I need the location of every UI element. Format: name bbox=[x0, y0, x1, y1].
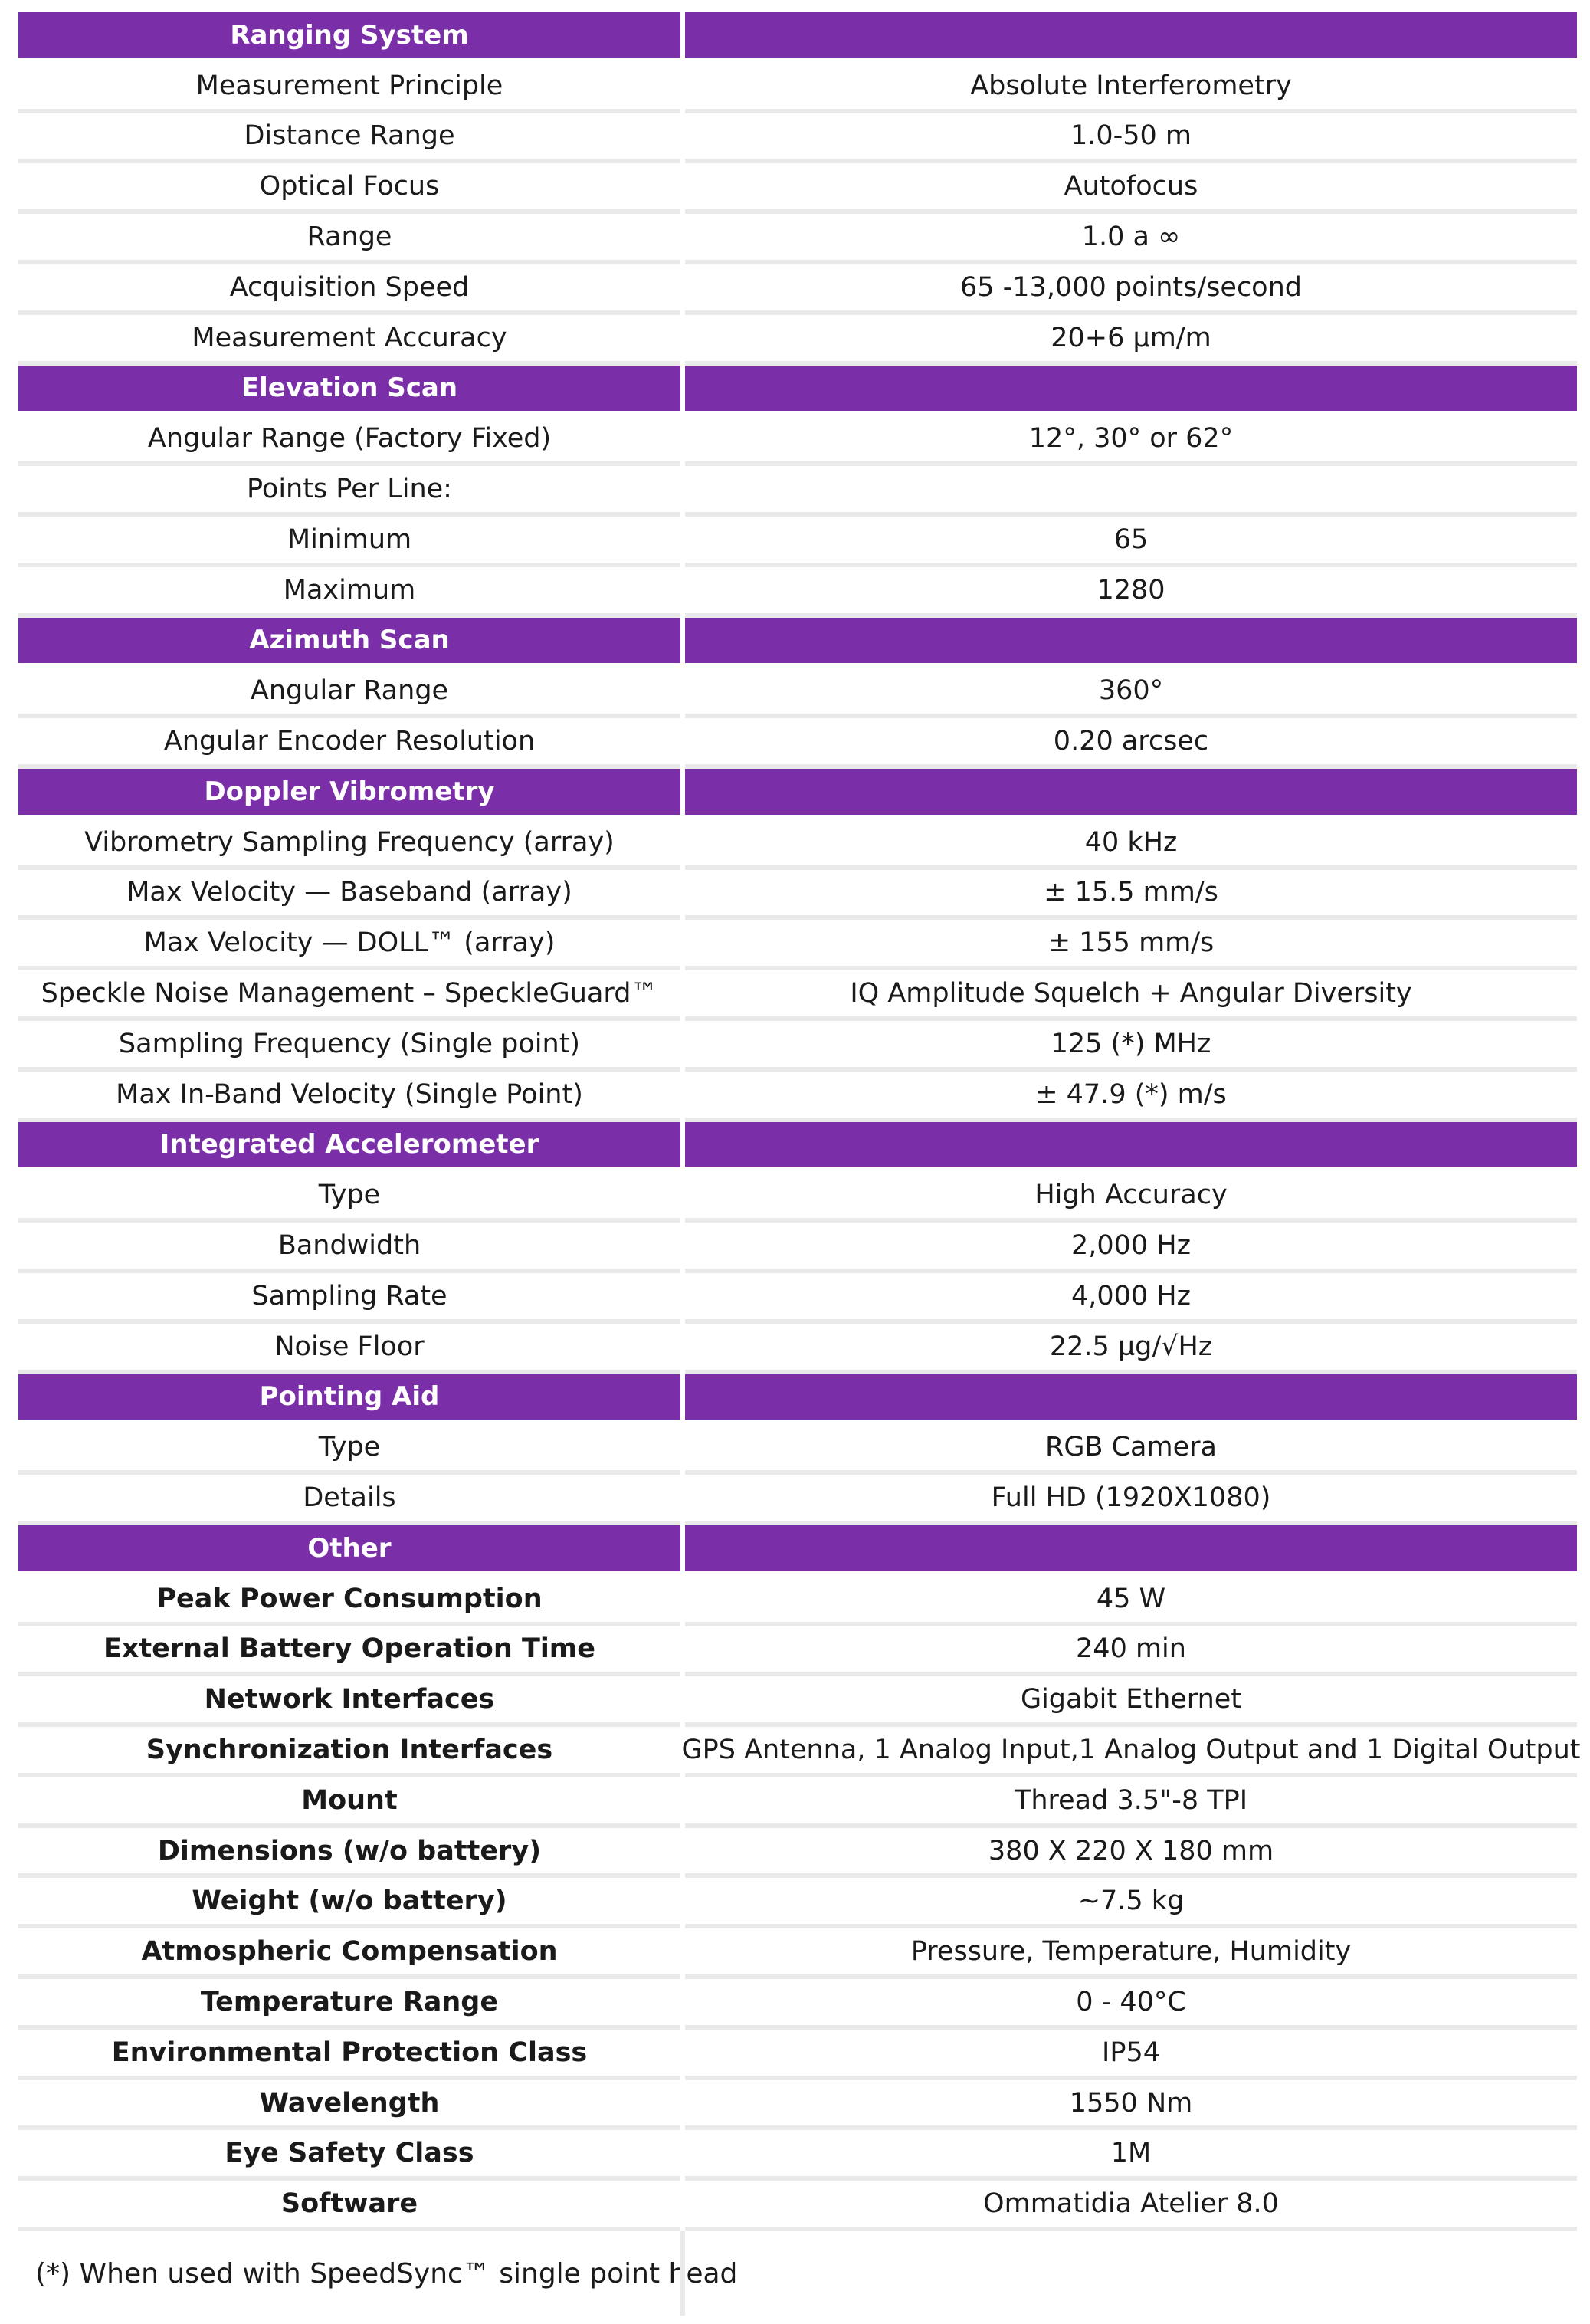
spec-label: Peak Power Consumption bbox=[18, 1576, 680, 1626]
spec-value: 12°, 30° or 62° bbox=[685, 415, 1577, 466]
spec-value: 2,000 Hz bbox=[685, 1223, 1577, 1273]
spec-value: 22.5 µg/√Hz bbox=[685, 1324, 1577, 1374]
table-row bbox=[18, 870, 1577, 921]
table-row bbox=[18, 466, 1577, 517]
spec-value: 45 W bbox=[685, 1576, 1577, 1626]
table-row bbox=[18, 1475, 1577, 1525]
spec-label: Sampling Rate bbox=[18, 1273, 680, 1324]
section-title: Doppler Vibrometry bbox=[18, 769, 680, 819]
table-row bbox=[18, 1777, 1577, 1828]
spec-label: Temperature Range bbox=[18, 1979, 680, 2030]
spec-value: 1M bbox=[685, 2130, 1577, 2181]
spec-value: Pressure, Temperature, Humidity bbox=[685, 1928, 1577, 1979]
section-title: Other bbox=[18, 1525, 680, 1576]
section-header-elevation-scan bbox=[18, 366, 1577, 416]
spec-value: 360° bbox=[685, 668, 1577, 718]
table-row bbox=[18, 415, 1577, 466]
spec-label: Mount bbox=[18, 1777, 680, 1828]
spec-label: Eye Safety Class bbox=[18, 2130, 680, 2181]
section-title: Elevation Scan bbox=[18, 366, 680, 416]
table-row bbox=[18, 1172, 1577, 1223]
spec-label: Distance Range bbox=[18, 113, 680, 164]
spec-value: ± 47.9 (*) m/s bbox=[685, 1072, 1577, 1122]
spec-label: Wavelength bbox=[18, 2080, 680, 2131]
spec-label: Environmental Protection Class bbox=[18, 2030, 680, 2080]
spec-value: ± 15.5 mm/s bbox=[685, 870, 1577, 921]
section-title: Ranging System bbox=[18, 12, 680, 63]
spec-value: 4,000 Hz bbox=[685, 1273, 1577, 1324]
spec-value: 1.0-50 m bbox=[685, 113, 1577, 164]
spec-label: Maximum bbox=[18, 567, 680, 618]
table-row bbox=[18, 567, 1577, 618]
section-header-value-cell bbox=[685, 12, 1577, 63]
table-row bbox=[18, 1626, 1577, 1677]
spec-label: Angular Encoder Resolution bbox=[18, 718, 680, 769]
spec-value: Absolute Interferometry bbox=[685, 63, 1577, 113]
table-row bbox=[18, 315, 1577, 366]
spec-value: ~7.5 kg bbox=[685, 1878, 1577, 1928]
section-header-azimuth-scan bbox=[18, 618, 1577, 668]
table-row bbox=[18, 718, 1577, 769]
spec-value: 65 -13,000 points/second bbox=[685, 264, 1577, 315]
spec-label: Details bbox=[18, 1475, 680, 1525]
spec-label: Acquisition Speed bbox=[18, 264, 680, 315]
table-row bbox=[18, 1878, 1577, 1928]
table-row bbox=[18, 920, 1577, 970]
table-row bbox=[18, 970, 1577, 1021]
spec-value: GPS Antenna, 1 Analog Input,1 Analog Output and 1 Digital Output bbox=[685, 1727, 1577, 1777]
section-header-value-cell bbox=[685, 366, 1577, 416]
spec-label: Measurement Accuracy bbox=[18, 315, 680, 366]
table-row bbox=[18, 1979, 1577, 2030]
footnote-empty-cell bbox=[680, 2231, 1577, 2316]
table-row bbox=[18, 1223, 1577, 1273]
spec-value: 1550 Nm bbox=[685, 2080, 1577, 2131]
section-header-value-cell bbox=[685, 1525, 1577, 1576]
spec-label: Sampling Frequency (Single point) bbox=[18, 1021, 680, 1072]
spec-label: Max Velocity — DOLL™ (array) bbox=[18, 920, 680, 970]
spec-label: Angular Range bbox=[18, 668, 680, 718]
spec-label: Atmospheric Compensation bbox=[18, 1928, 680, 1979]
spec-value: 65 bbox=[685, 517, 1577, 567]
spec-value bbox=[685, 466, 1577, 517]
section-header-ranging-system bbox=[18, 12, 1577, 63]
table-row bbox=[18, 264, 1577, 315]
section-header-other bbox=[18, 1525, 1577, 1576]
spec-value: Gigabit Ethernet bbox=[685, 1676, 1577, 1727]
spec-label: Max Velocity — Baseband (array) bbox=[18, 870, 680, 921]
spec-label: Optical Focus bbox=[18, 163, 680, 214]
section-title: Integrated Accelerometer bbox=[18, 1122, 680, 1173]
spec-label: Type bbox=[18, 1172, 680, 1223]
section-header-value-cell bbox=[685, 1122, 1577, 1173]
table-row bbox=[18, 517, 1577, 567]
spec-value: 0.20 arcsec bbox=[685, 718, 1577, 769]
table-row bbox=[18, 819, 1577, 870]
section-title: Pointing Aid bbox=[18, 1374, 680, 1425]
spec-value: 40 kHz bbox=[685, 819, 1577, 870]
spec-value: Thread 3.5"-8 TPI bbox=[685, 1777, 1577, 1828]
spec-value: 0 - 40°C bbox=[685, 1979, 1577, 2030]
table-row bbox=[18, 163, 1577, 214]
spec-value: RGB Camera bbox=[685, 1424, 1577, 1475]
spec-label: Range bbox=[18, 214, 680, 264]
spec-value: 1280 bbox=[685, 567, 1577, 618]
spec-label: Measurement Principle bbox=[18, 63, 680, 113]
table-row bbox=[18, 1928, 1577, 1979]
spec-value: IP54 bbox=[685, 2030, 1577, 2080]
footnote-row bbox=[18, 2231, 1577, 2316]
table-row bbox=[18, 668, 1577, 718]
spec-value: 1.0 a ∞ bbox=[685, 214, 1577, 264]
table-row bbox=[18, 2030, 1577, 2080]
table-row bbox=[18, 63, 1577, 113]
spec-value: 125 (*) MHz bbox=[685, 1021, 1577, 1072]
spec-label: Dimensions (w/o battery) bbox=[18, 1828, 680, 1879]
spec-label: Points Per Line: bbox=[18, 466, 680, 517]
table-row bbox=[18, 1072, 1577, 1122]
table-row bbox=[18, 1676, 1577, 1727]
spec-label: Vibrometry Sampling Frequency (array) bbox=[18, 819, 680, 870]
spec-value: ± 155 mm/s bbox=[685, 920, 1577, 970]
spec-value: Full HD (1920X1080) bbox=[685, 1475, 1577, 1525]
table-row bbox=[18, 1727, 1581, 1777]
spec-label: Type bbox=[18, 1424, 680, 1475]
section-header-value-cell bbox=[685, 1374, 1577, 1425]
spec-value: 240 min bbox=[685, 1626, 1577, 1677]
table-row bbox=[18, 113, 1577, 164]
spec-value: 20+6 μm/m bbox=[685, 315, 1577, 366]
section-title: Azimuth Scan bbox=[18, 618, 680, 668]
spec-value: IQ Amplitude Squelch + Angular Diversity bbox=[685, 970, 1577, 1021]
section-header-value-cell bbox=[685, 618, 1577, 668]
spec-label: Network Interfaces bbox=[18, 1676, 680, 1727]
section-header-pointing-aid bbox=[18, 1374, 1577, 1425]
table-row bbox=[18, 1576, 1577, 1626]
section-header-doppler-vibrometry bbox=[18, 769, 1577, 819]
spec-label: Max In-Band Velocity (Single Point) bbox=[18, 1072, 680, 1122]
spec-label: External Battery Operation Time bbox=[18, 1626, 680, 1677]
spec-label: Weight (w/o battery) bbox=[18, 1878, 680, 1928]
table-row bbox=[18, 2181, 1577, 2231]
spec-label: Synchronization Interfaces bbox=[18, 1727, 680, 1777]
table-row bbox=[18, 1273, 1577, 1324]
table-row bbox=[18, 1828, 1577, 1879]
table-row bbox=[18, 2080, 1577, 2131]
table-row bbox=[18, 1324, 1577, 1374]
section-header-integrated-accelerometer bbox=[18, 1122, 1577, 1173]
table-row bbox=[18, 1424, 1577, 1475]
spec-label: Speckle Noise Management – SpeckleGuard™ bbox=[18, 970, 680, 1021]
spec-label: Bandwidth bbox=[18, 1223, 680, 1273]
spec-label: Software bbox=[18, 2181, 680, 2231]
table-row bbox=[18, 214, 1577, 264]
spec-label: Noise Floor bbox=[18, 1324, 680, 1374]
spec-table bbox=[18, 12, 1581, 2316]
spec-value: Ommatidia Atelier 8.0 bbox=[685, 2181, 1577, 2231]
spec-value: High Accuracy bbox=[685, 1172, 1577, 1223]
table-row bbox=[18, 2130, 1577, 2181]
spec-label: Angular Range (Factory Fixed) bbox=[18, 415, 680, 466]
section-header-value-cell bbox=[685, 769, 1577, 819]
spec-value: 380 X 220 X 180 mm bbox=[685, 1828, 1577, 1879]
spec-value: Autofocus bbox=[685, 163, 1577, 214]
footnote: (*) When used with SpeedSync™ single point head bbox=[35, 2257, 738, 2290]
spec-label: Minimum bbox=[18, 517, 680, 567]
table-row bbox=[18, 1021, 1577, 1072]
